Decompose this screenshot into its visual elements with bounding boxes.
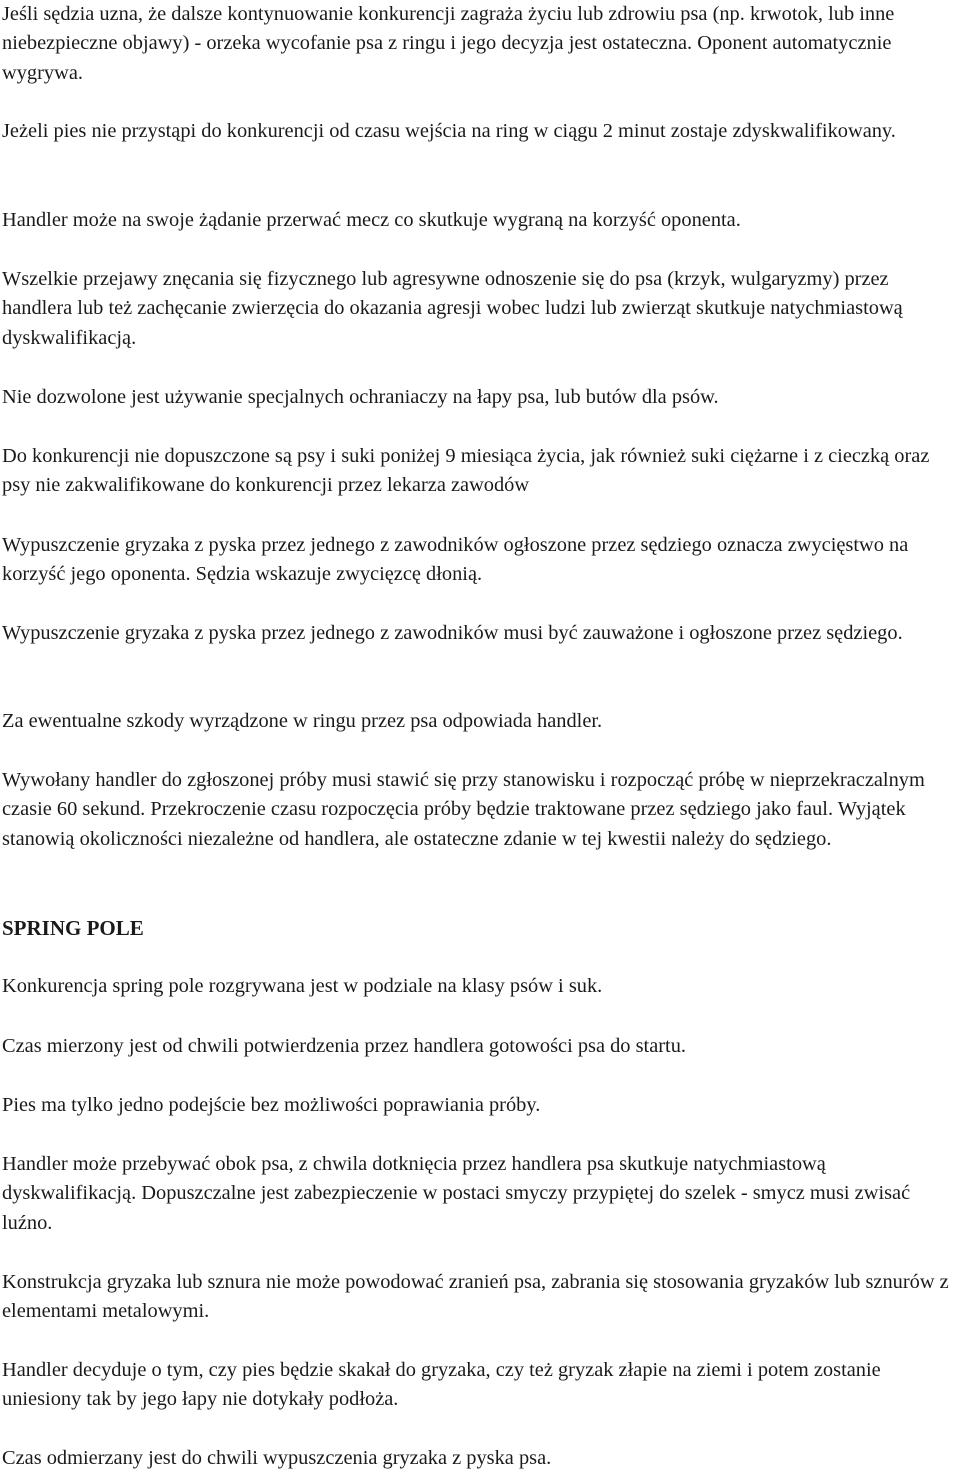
paragraph-damage-liability: Za ewentualne szkody wyrządzone w ringu przez psa odpowiada handler. (2, 710, 603, 732)
paragraph-dog-withdrawal: Jeśli sędzia uzna, że dalsze kontynuowanie konkurencji zagraża życiu lub zdrowiu psa (np. krwotok, lub inne niebezpieczne objawy) - orzeka wycofanie psa z ringu i jego decyzja jest ostateczna. Oponent automatycznie wygrywa. (2, 3, 895, 84)
paragraph-eligibility: Do konkurencji nie dopuszczone są psy i suki poniżej 9 miesiąca życia, jak również suki ciężarne i z cieczką oraz psy nie zakwalifikowane do konkurencji przez lekarza zawodów (2, 445, 930, 497)
paragraph-sixty-seconds: Wywołany handler do zgłoszonej próby musi stawić się przy stanowisku i rozpocząć próbę w nieprzekraczalnym czasie 60 sekund. Przekroczenie czasu rozpoczęcia próby będzie traktowane przez sędziego jako faul. Wyjątek stanowią okoliczności niezależne od handlera, ale ostateczne zdanie w tej kwestii należy do sędziego. (2, 769, 925, 850)
paragraph-classes: Konkurencja spring pole rozgrywana jest w podziale na klasy psów i suk. (2, 975, 603, 997)
paragraph-construction: Konstrukcja gryzaka lub sznura nie może powodować zranień psa, zabrania się stosowania gryzaków lub sznurów z elementami metalowymi. (2, 1271, 949, 1323)
paragraph-handler-position: Handler może przebywać obok psa, z chwila dotknięcia przez handlera psa skutkuje natychmiastową dyskwalifikacją. Dopuszczalne jest zabezpieczenie w postaci smyczy przypiętej do szelek - smycz musi zwisać luźno. (2, 1153, 911, 1234)
paragraph-release-announced: Wypuszczenie gryzaka z pyska przez jednego z zawodników musi być zauważone i ogłoszone przez sędziego. (2, 622, 903, 644)
paragraph-handler-decides: Handler decyduje o tym, czy pies będzie skakał do gryzaka, czy też gryzak złapie na ziemi i potem zostanie uniesiony tak by jego łapy nie dotykały podłoża. (2, 1359, 881, 1411)
paragraph-one-attempt: Pies ma tylko jedno podejście bez możliwości poprawiania próby. (2, 1094, 541, 1116)
paragraph-time-until-release: Czas odmierzany jest do chwili wypuszczenia gryzaka z pyska psa. (2, 1447, 552, 1469)
paragraph-no-paw-protectors: Nie dozwolone jest używanie specjalnych ochraniaczy na łapy psa, lub butów dla psów. (2, 386, 719, 408)
paragraph-release-victory: Wypuszczenie gryzaka z pyska przez jednego z zawodników ogłoszone przez sędziego oznacza zwycięstwo na korzyść jego oponenta. Sędzia wskazuje zwycięzcę dłonią. (2, 534, 909, 586)
paragraph-two-minute-rule: Jeżeli pies nie przystąpi do konkurencji od czasu wejścia na ring w ciągu 2 minut zostaje zdyskwalifikowany. (2, 120, 896, 142)
paragraph-abuse-disqualification: Wszelkie przejawy znęcania się fizycznego lub agresywne odnoszenie się do psa (krzyk, wulgaryzmy) przez handlera lub też zachęcanie zwierzęcia do okazania agresji wobec ludzi lub zwierząt skutkuje natychmiastową dyskwalifikacją. (2, 268, 903, 349)
paragraph-time-measured: Czas mierzony jest od chwili potwierdzenia przez handlera gotowości psa do startu. (2, 1035, 687, 1057)
paragraph-handler-forfeit: Handler może na swoje żądanie przerwać mecz co skutkuje wygraną na korzyść oponenta. (2, 209, 741, 231)
section-heading-spring-pole: SPRING POLE (2, 916, 144, 940)
